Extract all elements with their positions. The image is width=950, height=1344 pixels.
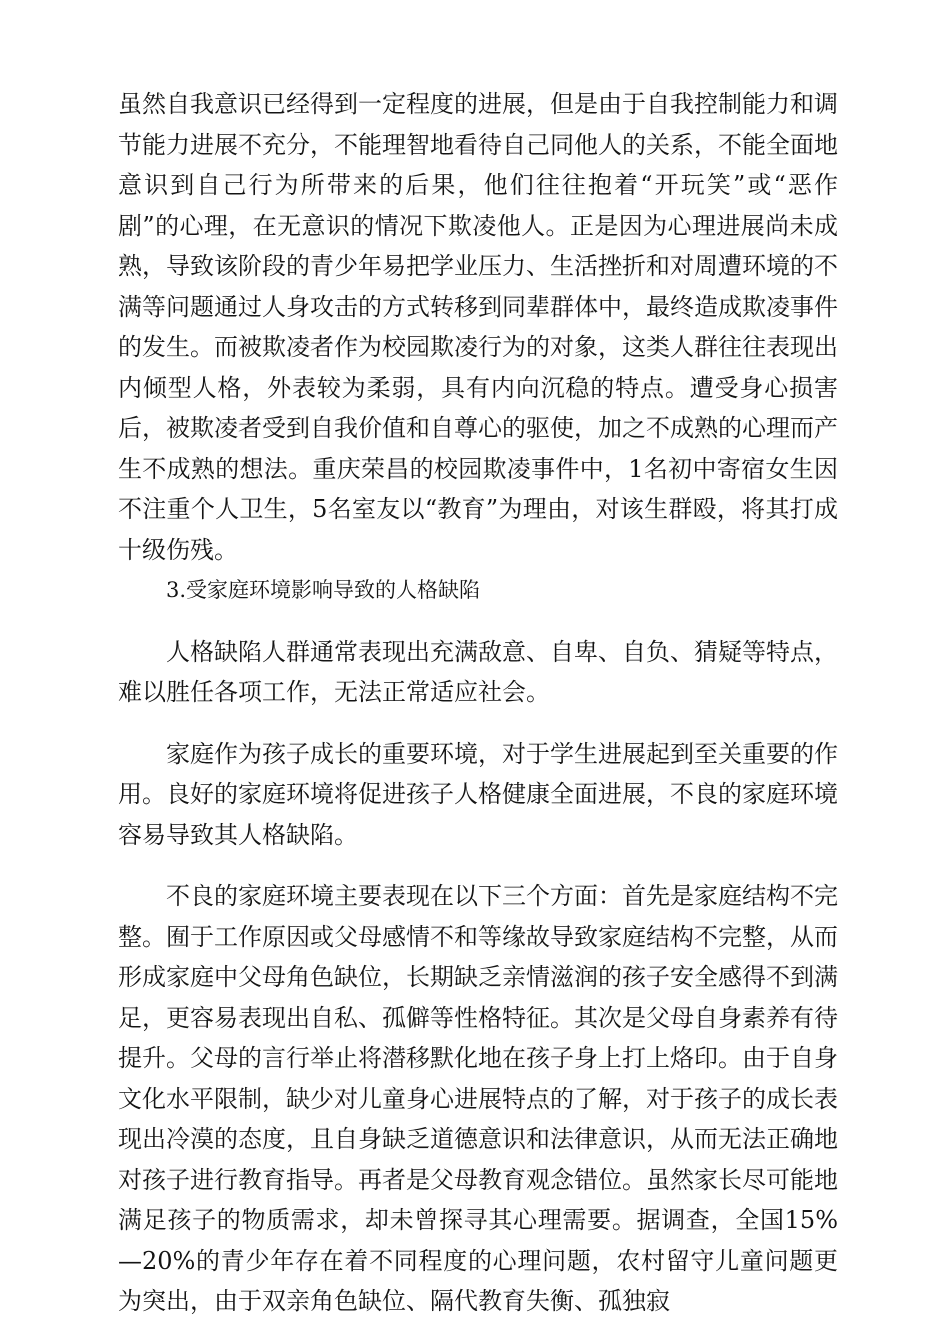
paragraph-personality-defects: 人格缺陷人群通常表现出充满敌意、自卑、自负、猜疑等特点，难以胜任各项工作，无法正常适应社会。 [118,637,838,706]
paragraph-family-environment: 家庭作为孩子成长的重要环境，对于学生进展起到至关重要的作用。良好的家庭环境将促进孩子人格健康全面进展，不良的家庭环境容易导致其人格缺陷。 [118,739,838,849]
paragraph-bad-family-environment: 不良的家庭环境主要表现在以下三个方面：首先是家庭结构不完整。囿于工作原因或父母感情不和等缘故导致家庭结构不完整，从而形成家庭中父母角色缺位，长期缺乏亲情滋润的孩子安全感得不到满足，更容易表现出自私、孤僻等性格特征。其次是父母自身素养有待提升。父母的言行举止将潜移默化地在孩子身上打上烙印。由于自身文化水平限制，缺少对儿童身心进展特点的了解，对于孩子的成长表现出冷漠的态度，且自身缺乏道德意识和法律意识，从而无法正确地对孩子进行教育指导。再者是父母教育观念错位。虽然家长尽可能地满足孩子的物质需求，却未曾探寻其心理需要。据调查，全国15%—20%的青少年存在着不同程度的心理问题，农村留守儿童问题更为突出，由于双亲角色缺位、隔代教育失衡、孤独寂 [118,882,838,1315]
paragraph-continuation: 虽然自我意识已经得到一定程度的进展，但是由于自我控制能力和调节能力进展不充分，不能理智地看待自己同他人的关系，不能全面地意识到自己行为所带来的后果，他们往往抱着“开玩笑”或“恶作剧”的心理，在无意识的情况下欺凌他人。正是因为心理进展尚未成熟，导致该阶段的青少年易把学业压力、生活挫折和对周遭环境的不满等问题通过人身攻击的方式转移到同辈群体中，最终造成欺凌事件的发生。而被欺凌者作为校园欺凌行为的对象，这类人群往往表现出内倾型人格，外表较为柔弱，具有内向沉稳的特点。遭受身心损害后，被欺凌者受到自我价值和自尊心的驱使，加之不成熟的心理而产生不成熟的想法。重庆荣昌的校园欺凌事件中，1名初中寄宿女生因不注重个人卫生，5名室友以“教育”为理由，对该生群殴，将其打成十级伤残。 [118,90,838,564]
section-heading: 3.受家庭环境影响导致的人格缺陷 [166,578,481,602]
document-body [118,84,838,1322]
